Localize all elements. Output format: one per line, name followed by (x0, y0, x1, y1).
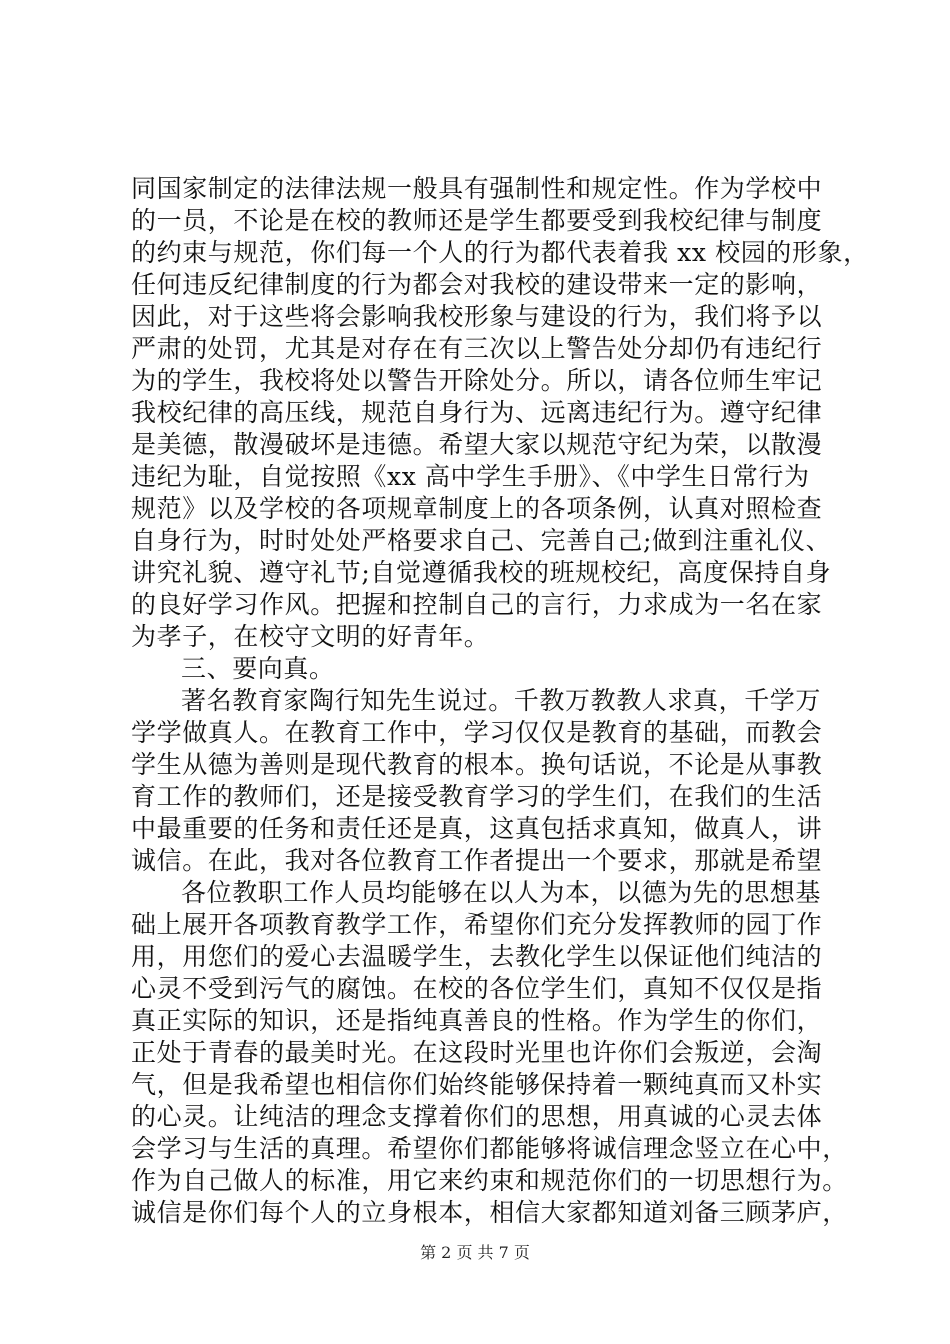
body-text (131, 173, 869, 1229)
text-line: 学学做真人。在教育工作中，学习仅仅是教育的基础，而教会 (131, 718, 823, 747)
text-line: 规范》以及学校的各项规章制度上的各项条例，认真对照检查 (131, 494, 823, 523)
text-line: 心灵不受到污气的腐蚀。在校的各位学生们，真知不仅仅是指 (131, 974, 823, 1003)
section-heading: 三、要向真。 (181, 654, 335, 683)
text-line: 础上展开各项教育教学工作，希望你们充分发挥教师的园丁作 (131, 910, 823, 939)
text-line: 违纪为耻，自觉按照《xx 高中学生手册》、《中学生日常行为 (131, 462, 810, 491)
text-line: 会学习与生活的真理。希望你们都能够将诚信理念竖立在心中， (131, 1134, 848, 1163)
text-line: 我校纪律的高压线，规范自身行为、远离违纪行为。遵守纪律 (131, 398, 823, 427)
text-line: 的心灵。让纯洁的理念支撑着你们的思想，用真诚的心灵去体 (131, 1102, 823, 1131)
text-line: 讲究礼貌、遵守礼节;自觉遵循我校的班规校纪，高度保持自身 (131, 558, 832, 587)
text-line: 是美德，散漫破坏是违德。希望大家以规范守纪为荣，以散漫 (131, 430, 823, 459)
text-line: 正处于青春的最美时光。在这段时光里也许你们会叛逆，会淘 (131, 1038, 823, 1067)
text-line: 因此，对于这些将会影响我校形象与建设的行为，我们将予以 (131, 302, 823, 331)
text-line: 为的学生，我校将处以警告开除处分。所以，请各位师生牢记 (131, 366, 823, 395)
text-line: 的约束与规范，你们每一个人的行为都代表着我 xx 校园的形象， (131, 238, 869, 267)
text-line: 育工作的教师们，还是接受教育学习的学生们，在我们的生活 (131, 782, 823, 811)
text-line: 真正实际的知识，还是指纯真善良的性格。作为学生的你们， (131, 1006, 823, 1035)
text-line: 诚信是你们每个人的立身根本，相信大家都知道刘备三顾茅庐， (131, 1198, 848, 1227)
text-line: 学生从德为善则是现代教育的根本。换句话说，不论是从事教 (131, 750, 823, 779)
text-line: 的一员，不论是在校的教师还是学生都要受到我校纪律与制度 (131, 206, 823, 235)
text-line: 各位教职工作人员均能够在以人为本，以德为先的思想基 (181, 878, 822, 907)
text-line: 作为自己做人的标准，用它来约束和规范你们的一切思想行为。 (131, 1166, 848, 1195)
text-line: 著名教育家陶行知先生说过。千教万教教人求真，千学万 (181, 686, 822, 715)
text-line: 的良好学习作风。把握和控制自己的言行，力求成为一名在家 (131, 590, 823, 619)
text-line: 自身行为，时时处处严格要求自己、完善自己;做到注重礼仪、 (131, 526, 832, 555)
text-line: 用，用您们的爱心去温暖学生，去教化学生以保证他们纯洁的 (131, 942, 823, 971)
text-line: 气，但是我希望也相信你们始终能够保持着一颗纯真而又朴实 (131, 1070, 823, 1099)
text-line: 同国家制定的法律法规一般具有强制性和规定性。作为学校中 (131, 174, 823, 203)
text-line: 为孝子，在校守文明的好青年。 (131, 622, 490, 651)
text-line: 任何违反纪律制度的行为都会对我校的建设带来一定的影响， (131, 270, 823, 299)
text-line: 中最重要的任务和责任还是真，这真包括求真知，做真人，讲 (131, 814, 823, 843)
text-line: 诚信。在此，我对各位教育工作者提出一个要求，那就是希望 (131, 846, 823, 875)
text-line: 严肃的处罚，尤其是对存在有三次以上警告处分却仍有违纪行 (131, 334, 823, 363)
page-number-footer: 第 2 页 共 7 页 (420, 1243, 530, 1262)
